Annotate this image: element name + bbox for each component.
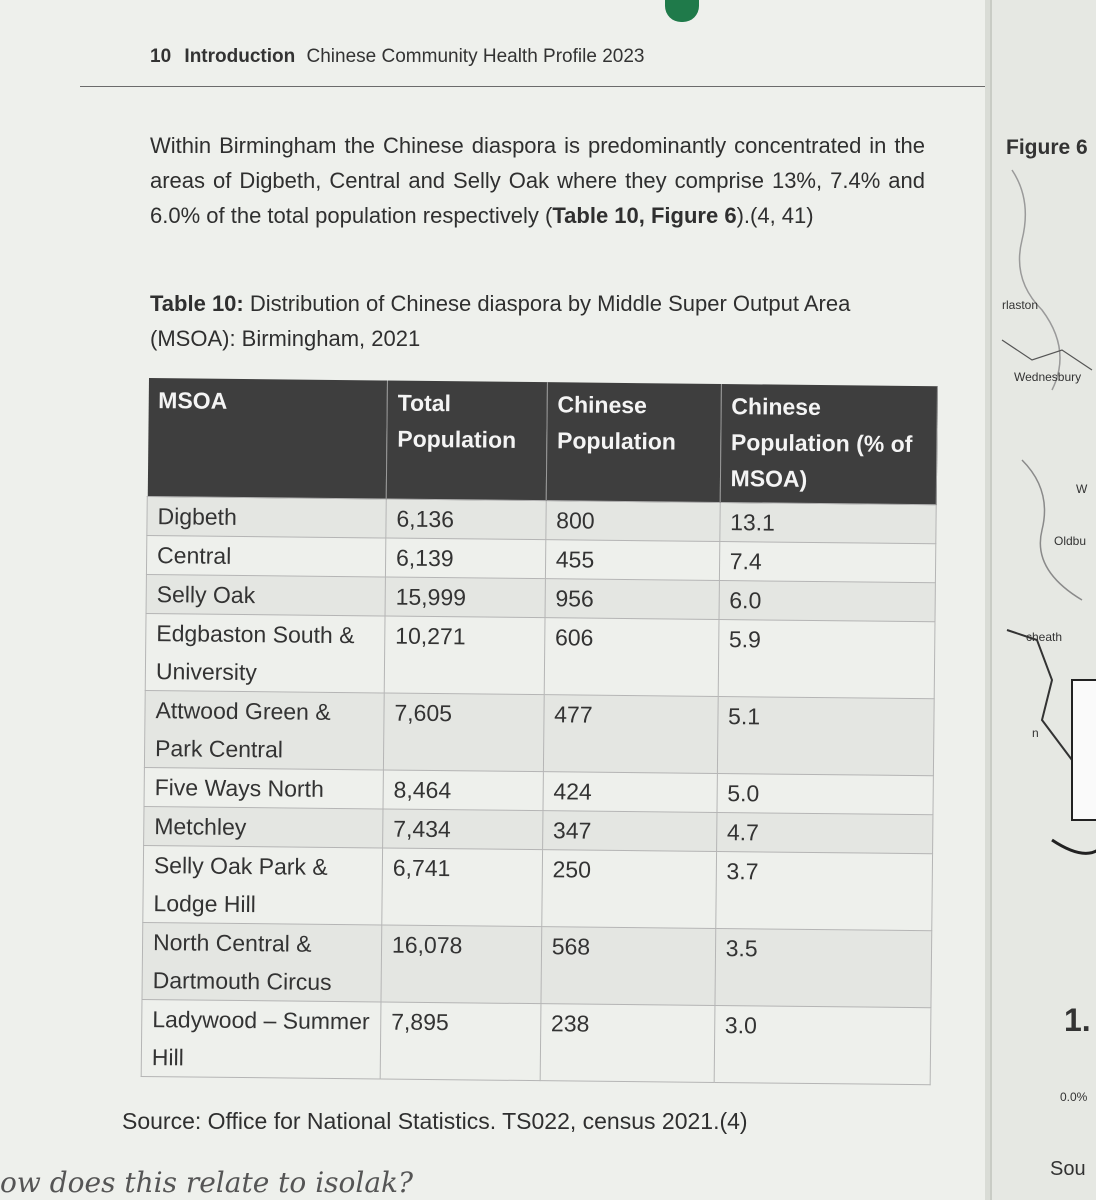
table-caption-text: Distribution of Chinese diaspora by Middle Super Output Area (MSOA): Birmingham, 2021 bbox=[150, 291, 851, 351]
header-msoa: MSOA bbox=[147, 378, 387, 499]
cell-total: 8,464 bbox=[383, 770, 543, 811]
table-row bbox=[141, 999, 931, 1084]
cell-chinese: 424 bbox=[543, 772, 717, 813]
cell-chinese: 455 bbox=[545, 540, 719, 581]
table-row bbox=[143, 845, 933, 930]
cell-chinese: 568 bbox=[541, 927, 716, 1006]
map-place-label: Wednesbury bbox=[1014, 370, 1082, 384]
figure-label: Figure 6 bbox=[1006, 136, 1088, 159]
cell-msoa: Selly Oak bbox=[146, 574, 385, 616]
cell-msoa: Ladywood – Summer Hill bbox=[141, 999, 381, 1078]
source-fragment: Sou bbox=[1050, 1158, 1086, 1180]
scale-label: 0.0% bbox=[1060, 1090, 1088, 1104]
cell-percent: 5.1 bbox=[717, 696, 934, 775]
handwritten-note: ow does this relate to isolak? bbox=[0, 1166, 413, 1199]
cell-chinese: 250 bbox=[541, 850, 716, 929]
binder-tag bbox=[665, 0, 699, 22]
cell-total: 7,434 bbox=[383, 809, 543, 850]
table-label: Table 10: bbox=[150, 291, 244, 316]
cell-total: 7,895 bbox=[380, 1002, 541, 1081]
map-place-label: cheath bbox=[1026, 630, 1063, 644]
table-row bbox=[142, 922, 932, 1007]
cell-chinese: 800 bbox=[546, 501, 720, 542]
cell-msoa: North Central & Dartmouth Circus bbox=[142, 922, 382, 1001]
cell-total: 16,078 bbox=[381, 925, 542, 1004]
page-number: 10 bbox=[150, 46, 172, 67]
cell-msoa: Selly Oak Park & Lodge Hill bbox=[143, 845, 383, 924]
table-row bbox=[144, 690, 934, 775]
cell-total: 15,999 bbox=[385, 577, 545, 618]
cell-percent: 3.5 bbox=[715, 928, 932, 1007]
section-name: Introduction bbox=[184, 46, 296, 67]
cell-percent: 3.7 bbox=[715, 851, 932, 930]
header-chinese-percent: Chinese Population (% of MSOA) bbox=[720, 384, 938, 505]
header-chinese-population: Chinese Population bbox=[546, 382, 721, 502]
cell-chinese: 477 bbox=[543, 695, 718, 774]
cell-chinese: 238 bbox=[540, 1004, 715, 1083]
facing-page bbox=[990, 0, 1096, 1200]
cell-msoa: Central bbox=[146, 535, 385, 577]
cell-percent: 7.4 bbox=[719, 541, 936, 582]
cell-total: 10,271 bbox=[384, 616, 545, 695]
cell-percent: 13.1 bbox=[719, 502, 936, 543]
cell-msoa: Five Ways North bbox=[144, 767, 383, 808]
cell-total: 6,136 bbox=[386, 499, 546, 540]
cell-percent: 5.0 bbox=[717, 773, 934, 814]
map-place-label: Oldbu bbox=[1054, 534, 1087, 548]
map-place-label: W bbox=[1076, 482, 1088, 496]
cell-percent: 6.0 bbox=[719, 580, 936, 621]
header-total-population: Total Population bbox=[386, 381, 547, 501]
cell-total: 7,605 bbox=[383, 693, 544, 772]
cell-percent: 5.9 bbox=[718, 619, 935, 698]
intro-text: Within Birmingham the Chinese diaspora is predominantly concentrated in the areas of Digbeth, Central and Selly Oak where they comprise 13%, 7.4% and 6.0% of the total population respectively ( bbox=[150, 133, 925, 228]
cell-msoa: Digbeth bbox=[147, 496, 386, 537]
cell-percent: 4.7 bbox=[716, 812, 933, 853]
table-row bbox=[145, 613, 935, 698]
map-place-label: rlaston bbox=[1002, 298, 1039, 312]
document-title: Chinese Community Health Profile 2023 bbox=[306, 46, 645, 67]
table-source: Source: Office for National Statistics. TS022, census 2021.(4) bbox=[122, 1108, 748, 1134]
cell-percent: 3.0 bbox=[714, 1005, 931, 1084]
table-header-row bbox=[147, 378, 937, 505]
cell-chinese: 956 bbox=[545, 579, 719, 620]
intro-reference: Table 10, Figure 6 bbox=[552, 203, 737, 228]
cell-chinese: 347 bbox=[542, 811, 716, 852]
cell-msoa: Attwood Green & Park Central bbox=[144, 690, 384, 769]
map-fragment bbox=[992, 160, 1096, 980]
table-caption bbox=[150, 286, 940, 356]
cell-msoa: Edgbaston South & University bbox=[145, 613, 385, 692]
header-rule bbox=[80, 86, 985, 87]
running-header bbox=[150, 46, 644, 68]
map-place-label: n bbox=[1032, 726, 1039, 740]
cell-total: 6,139 bbox=[385, 538, 545, 579]
intro-paragraph bbox=[150, 128, 925, 233]
intro-citation: ).(4, 41) bbox=[736, 203, 814, 228]
msoa-table bbox=[141, 378, 938, 1085]
cell-total: 6,741 bbox=[382, 848, 543, 927]
legend-value: 1. bbox=[1064, 1002, 1091, 1038]
cell-chinese: 606 bbox=[544, 618, 719, 697]
cell-msoa: Metchley bbox=[144, 806, 383, 847]
